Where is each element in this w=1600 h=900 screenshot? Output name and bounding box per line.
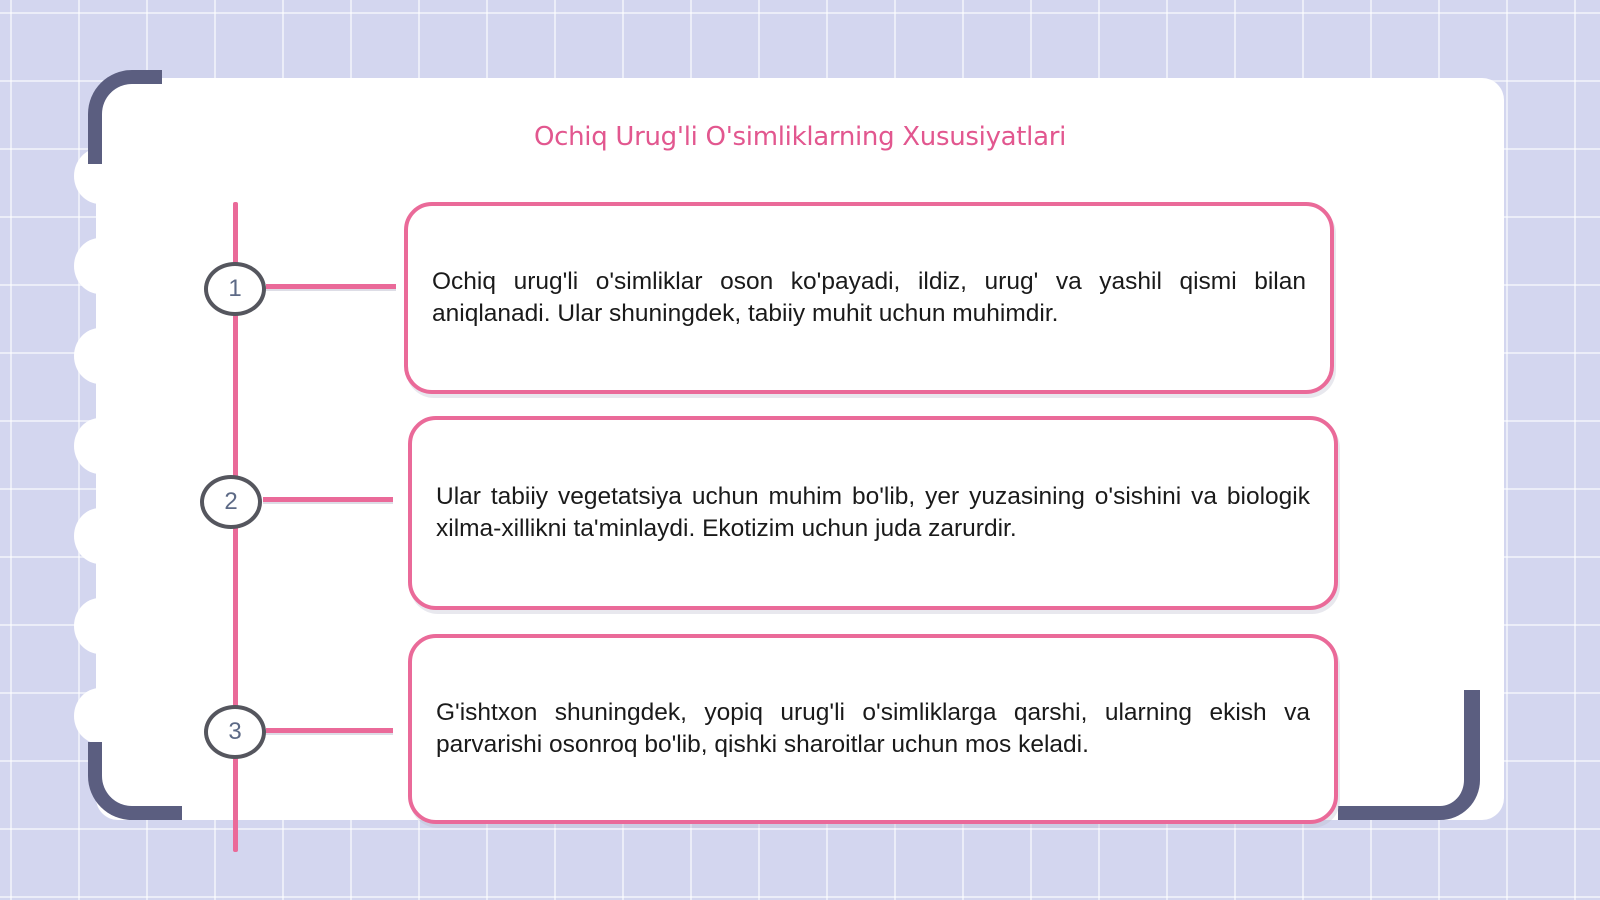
timeline-connector	[263, 497, 393, 502]
frame-corner-bottom-right	[1338, 690, 1480, 820]
frame-corner-top-left	[88, 70, 162, 164]
timeline-card-3	[408, 634, 1338, 824]
timeline-node-3: 3	[204, 705, 266, 759]
timeline-card-text: Ochiq urug'li o'simliklar oson ko'payadi, ildiz, urug' va yashil qismi bilan aniqlanadi. Ular shuningdek, tabiiy muhit uchun muhimdir.	[432, 268, 1306, 327]
frame-corner-bottom-left	[88, 742, 182, 820]
sheet-scallop	[74, 508, 126, 564]
sheet-scallop	[74, 688, 126, 744]
timeline-card-text: G'ishtxon shuningdek, yopiq urug'li o'simliklarga qarshi, ularning ekish va parvarishi osonroq bo'lib, qishki sharoitlar uchun mos keladi.	[436, 699, 1310, 758]
sheet-scallop	[74, 238, 126, 294]
slide-title: Ochiq Urug'li O'simliklarning Xususiyatlari	[533, 122, 1067, 152]
timeline-node-1: 1	[204, 262, 266, 316]
sheet-scallop	[74, 418, 126, 474]
timeline-card-text: Ular tabiiy vegetatsiya uchun muhim bo'lib, yer yuzasining o'sishini va biologik xilma-xillikni ta'minlaydi. Ekotizim uchun juda zarurdir.	[436, 483, 1310, 542]
timeline-connector	[266, 728, 393, 733]
timeline-node-2: 2	[200, 475, 262, 529]
timeline-connector	[266, 284, 396, 289]
timeline-card-1	[404, 202, 1334, 394]
timeline-card-2	[408, 416, 1338, 610]
sheet-scallop	[74, 328, 126, 384]
sheet-scallop	[74, 598, 126, 654]
